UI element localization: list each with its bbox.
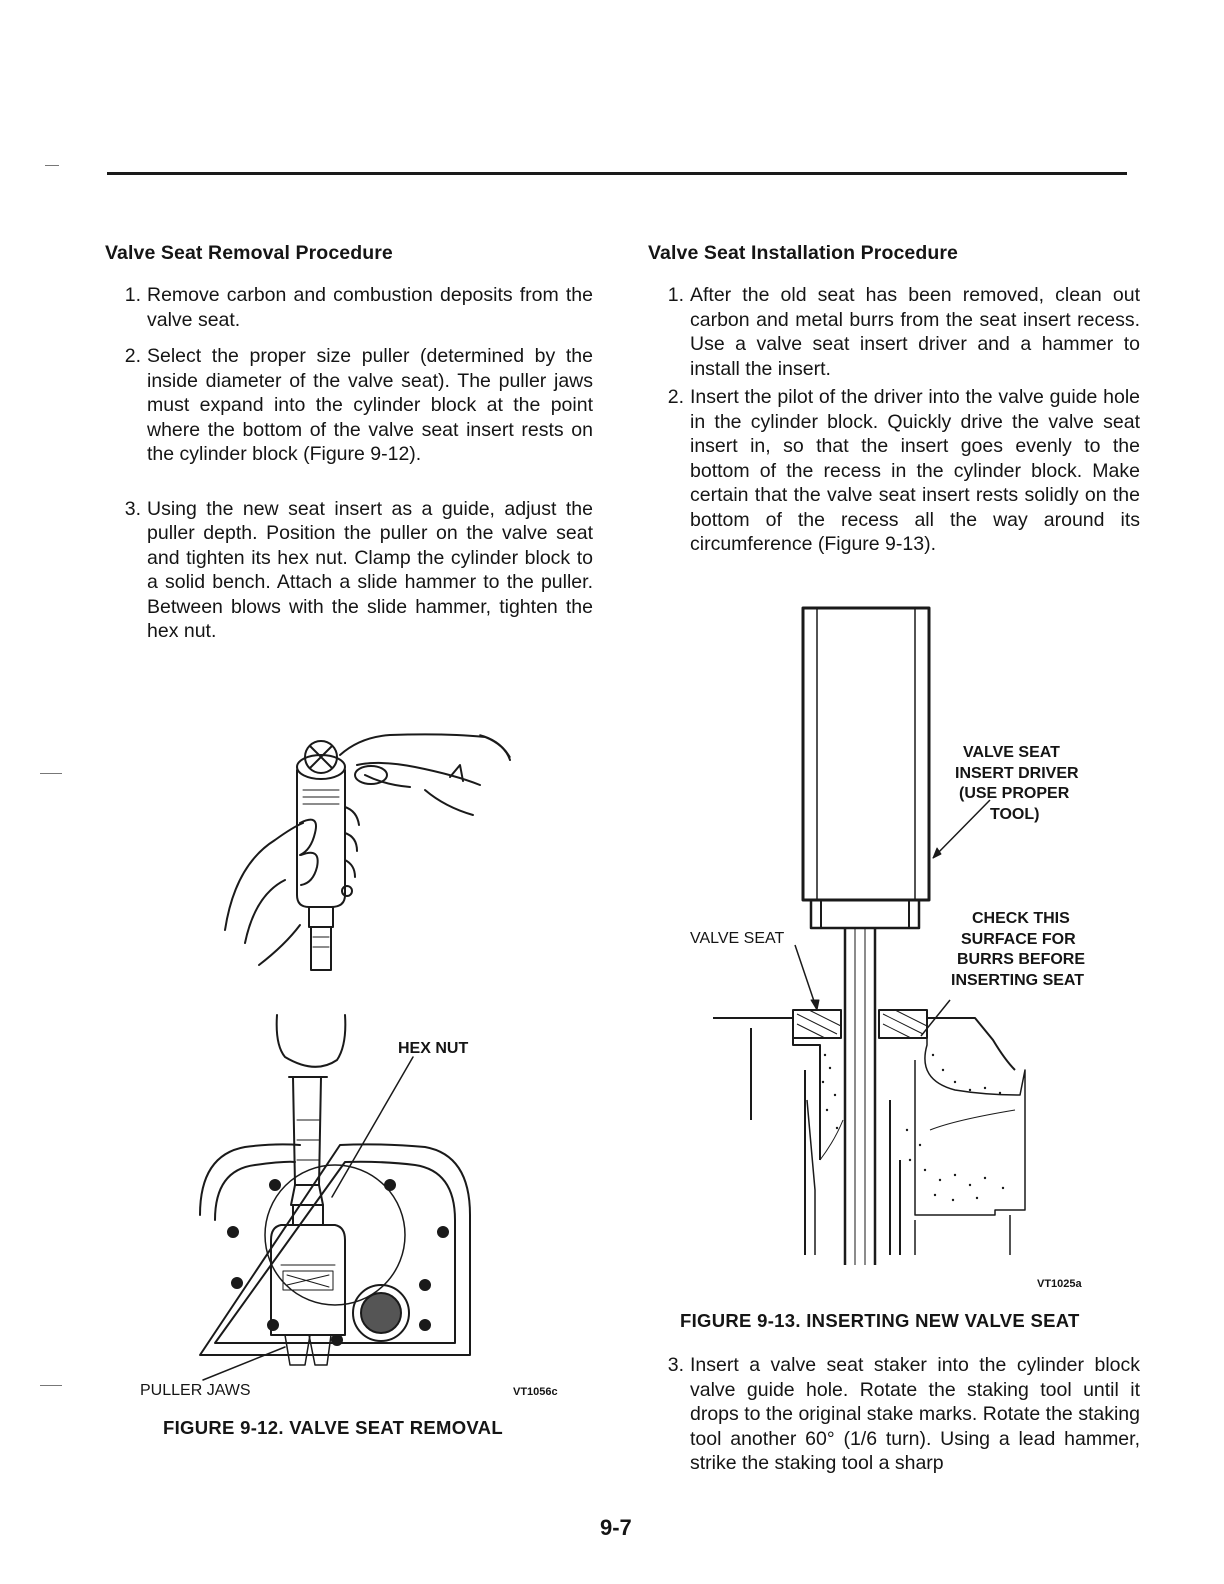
step-text: After the old seat has been removed, clean out carbon and metal burrs from the seat insert recess. Use a valve seat insert driver and a hammer to install the insert.	[690, 284, 1140, 380]
header-rule	[107, 172, 1127, 175]
check-surface-label: CHECK THIS SURFACE FOR BURRS BEFORE INSERTING SEAT	[951, 910, 1086, 989]
valve-seat-insert-driver-illustration	[803, 608, 929, 1265]
installation-steps-continued	[648, 1353, 1140, 1476]
margin-mark	[45, 165, 59, 166]
step-text: Insert a valve seat staker into the cylinder block valve guide hole. Rotate the staking tool until it drops to the original stake marks. Rotate the staking tool another 60° (1/6 turn). Using a lead hammer, strike the staking tool a sharp	[690, 1354, 1140, 1474]
list-item	[648, 385, 1140, 557]
step-text: Using the new seat insert as a guide, adjust the puller depth. Position the puller on the valve seat and tighten its hex nut. Clamp the cylinder block to a solid bench. Attach a slide hammer to the puller. Between blows with the slide hammer, tighten the hex nut.	[147, 497, 593, 642]
figure-code: VT1025a	[1037, 1278, 1082, 1290]
list-item	[648, 1353, 1140, 1476]
figure-9-12-caption: FIGURE 9-12. VALVE SEAT REMOVAL	[163, 1417, 503, 1438]
figure-9-13-illustration	[685, 600, 1125, 1300]
driver-label: VALVE SEAT INSERT DRIVER (USE PROPER TOOL)	[955, 744, 1079, 823]
step-number: 3.	[124, 497, 141, 520]
removal-heading: Valve Seat Removal Procedure	[105, 242, 393, 264]
step-text: Insert the pilot of the driver into the valve guide hole in the cylinder block. Quickly drive the valve seat insert in, so that the insert goes evenly to the bottom of the recess in the cylinder block. Make certain that the valve seat insert rests solidly on the bottom of the recess all the way around its circumference (Figure 9-13).	[690, 386, 1140, 555]
hand-illustration	[340, 734, 510, 815]
right-column	[648, 240, 1140, 568]
installation-steps	[648, 283, 1140, 557]
cylinder-block-illustration	[713, 1018, 1025, 1255]
installation-heading: Valve Seat Installation Procedure	[648, 242, 959, 264]
list-item	[105, 283, 593, 332]
step-number: 1.	[124, 284, 141, 306]
puller-jaws-leader-line	[203, 1347, 285, 1380]
step-number: 2.	[124, 345, 141, 367]
step-number: 3.	[667, 1354, 684, 1376]
hex-nut-label: HEX NUT	[398, 1040, 469, 1057]
right-column-continued	[648, 1353, 1140, 1487]
step-number: 1.	[667, 284, 684, 306]
margin-mark	[40, 773, 62, 774]
list-item	[105, 344, 593, 467]
figure-9-13-caption: FIGURE 9-13. INSERTING NEW VALVE SEAT	[680, 1310, 1080, 1331]
step-number: 2.	[667, 386, 684, 408]
figure-9-12-illustration	[125, 715, 595, 1405]
list-item	[105, 497, 593, 644]
hand-illustration	[225, 807, 359, 965]
surface-stipple	[822, 1054, 1004, 1201]
figure-code: VT1056c	[513, 1386, 558, 1398]
cylinder-block-illustration	[200, 1144, 470, 1355]
step-text: Remove carbon and combustion deposits from the valve seat.	[147, 284, 593, 331]
removal-steps	[105, 283, 593, 644]
puller-jaws-label: PULLER JAWS	[140, 1382, 251, 1399]
page-number: 9-7	[600, 1515, 632, 1540]
left-column	[105, 240, 593, 655]
list-item	[648, 283, 1140, 381]
driver-leader-line	[933, 800, 990, 858]
valve-seat-insert-illustration	[793, 1010, 927, 1038]
margin-mark	[40, 1385, 62, 1386]
puller-tool-illustration	[297, 741, 352, 970]
valve-seat-label: VALVE SEAT	[690, 930, 785, 947]
step-text: Select the proper size puller (determined by the inside diameter of the valve seat). The puller jaws must expand into the cylinder block at the point where the bottom of the valve seat insert rests on the cylinder block (Figure 9-12).	[147, 345, 593, 465]
